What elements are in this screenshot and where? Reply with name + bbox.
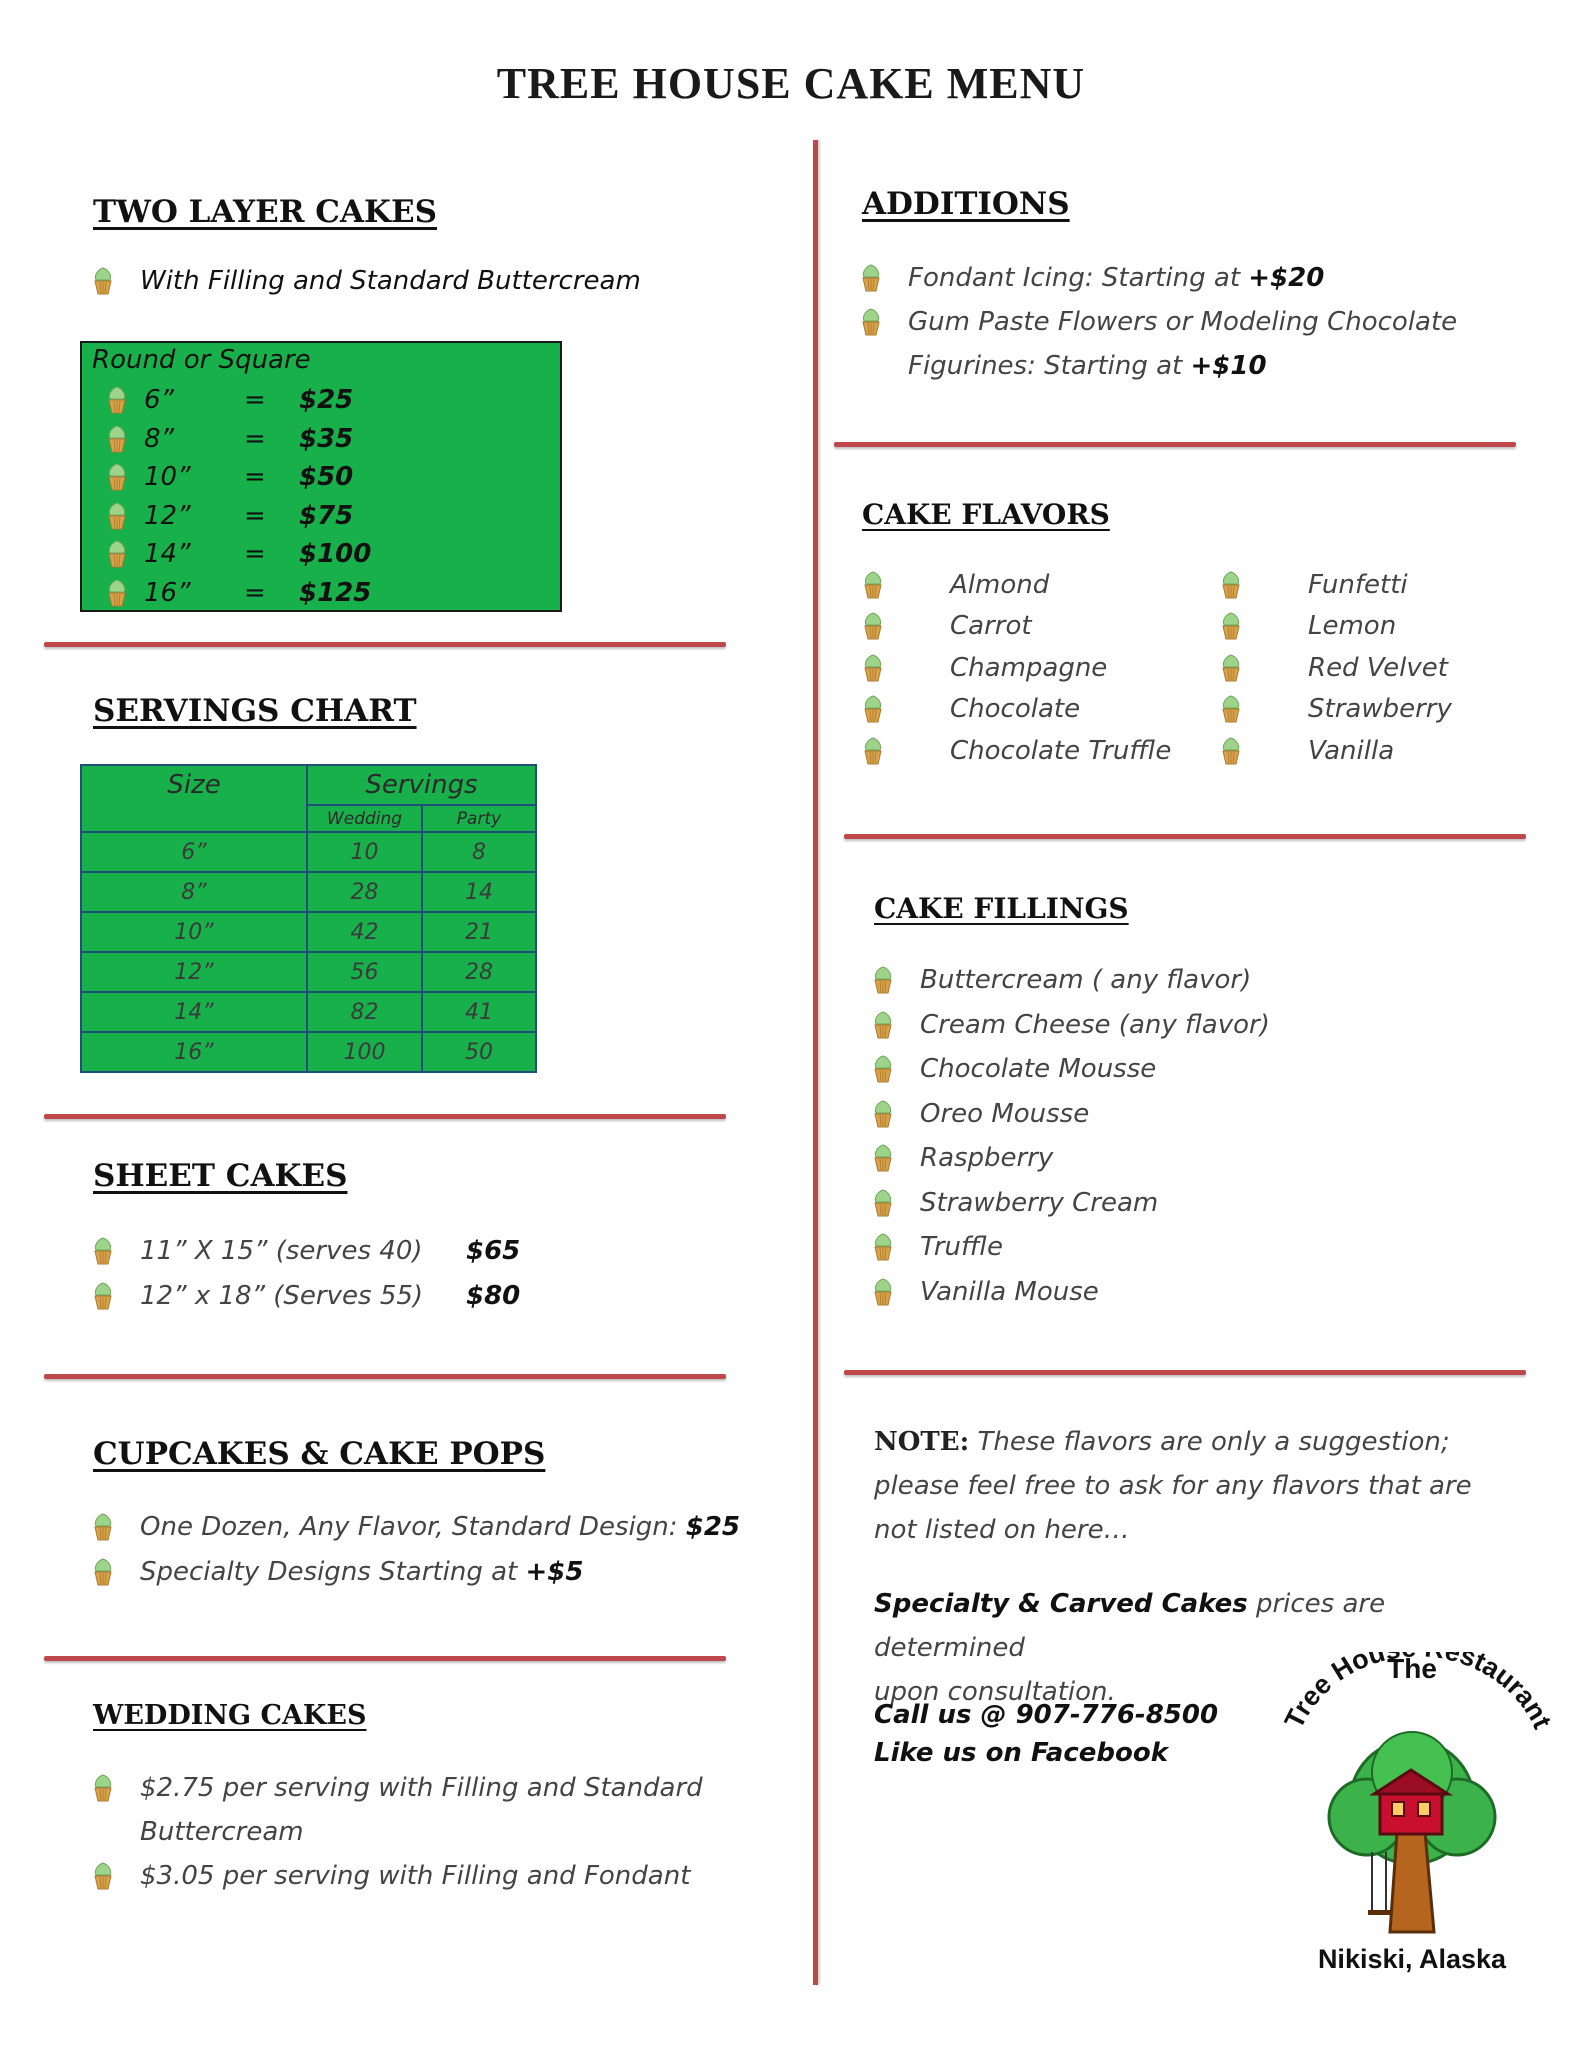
- list-item: Truffle: [872, 1225, 1270, 1270]
- list-item: Fondant Icing: Starting at +$20: [860, 256, 1457, 300]
- cupcake-icon: [106, 385, 128, 415]
- cupcake-icon: [862, 736, 884, 766]
- cupcake-icon: [106, 578, 128, 608]
- section-divider: [44, 1656, 726, 1661]
- flavors-right-list: [1220, 564, 1452, 772]
- cupcake-icon: [860, 307, 882, 337]
- additions-heading: ADDITIONS: [862, 186, 1070, 222]
- list-item: 12” x 18” (Serves 55) $80: [92, 1273, 520, 1318]
- list-item: Raspberry: [872, 1136, 1270, 1181]
- section-divider: [44, 642, 726, 647]
- fillings-list: [872, 958, 1270, 1314]
- logo-location: Nikiski, Alaska: [1317, 1944, 1507, 1974]
- phone-text: Call us @ 907-776-8500: [874, 1700, 1219, 1730]
- list-item: Specialty Designs Starting at +$5: [92, 1549, 740, 1594]
- restaurant-logo: [1262, 1652, 1562, 1982]
- list-item: One Dozen, Any Flavor, Standard Design: $25: [92, 1504, 740, 1549]
- size-price-item: 6” = $25: [106, 381, 371, 420]
- two-layer-subtitle: With Filling and Standard Buttercream: [140, 266, 641, 296]
- cupcake-icon: [862, 694, 884, 724]
- list-item: $3.05 per serving with Filling and Fondant: [92, 1854, 703, 1898]
- col-party: Party: [422, 805, 536, 832]
- wedding-heading: WEDDING CAKES: [93, 1700, 367, 1731]
- logo-the: The: [1387, 1653, 1437, 1684]
- cupcake-icon: [872, 1277, 894, 1307]
- tree-logo-icon: [1262, 1652, 1562, 1982]
- specialty-block: Specialty & Carved Cakes prices are determined upon consultation.: [874, 1589, 1386, 1707]
- price-box-label: Round or Square: [92, 345, 311, 375]
- cupcake-icon: [1220, 694, 1242, 724]
- servings-heading: SERVINGS CHART: [93, 693, 417, 729]
- size-price-item: 16” = $125: [106, 574, 371, 613]
- list-item: Vanilla Mouse: [872, 1270, 1270, 1315]
- cupcake-icon: [1220, 653, 1242, 683]
- cupcake-icon: [872, 1188, 894, 1218]
- cupcake-icon: [872, 1143, 894, 1173]
- note-label: NOTE:: [874, 1427, 970, 1457]
- logo-arc-text: Tree Hou staurant: [1278, 1652, 1558, 1734]
- cupcake-icon: [862, 653, 884, 683]
- section-divider: [844, 1370, 1526, 1375]
- cupcake-icon: [862, 570, 884, 600]
- list-item: Buttercream ( any flavor): [872, 958, 1270, 1003]
- cupcake-icon: [1220, 736, 1242, 766]
- list-item: Chocolate Truffle: [862, 730, 1171, 772]
- section-divider: [844, 834, 1526, 839]
- cupcake-icon: [106, 501, 128, 531]
- facebook-text: Like us on Facebook: [874, 1738, 1168, 1768]
- two-layer-subtitle-row: [92, 266, 641, 296]
- section-divider: [44, 1374, 726, 1379]
- list-item: Red Velvet: [1220, 647, 1452, 689]
- list-item: Chocolate: [862, 689, 1171, 731]
- price-box: [80, 341, 562, 612]
- flavors-heading: CAKE FLAVORS: [862, 498, 1110, 531]
- servings-table: [80, 764, 537, 1073]
- list-item: Champagne: [862, 647, 1171, 689]
- table-row: 10” 42 21: [81, 912, 536, 952]
- list-item: Oreo Mousse: [872, 1092, 1270, 1137]
- table-row: 16” 100 50: [81, 1032, 536, 1072]
- cupcake-icon: [1220, 611, 1242, 641]
- list-item: Cream Cheese (any flavor): [872, 1003, 1270, 1048]
- cupcake-icon: [106, 539, 128, 569]
- cupcake-icon: [872, 965, 894, 995]
- list-item: Strawberry: [1220, 689, 1452, 731]
- additions-list: Fondant Icing: Starting at +$20 Gum Paste Flowers or Modeling Chocolate Figurines: Starting at +$10: [860, 256, 1457, 388]
- page-title: TREE HOUSE CAKE MENU: [496, 59, 1086, 108]
- note-block: NOTE: These flavors are only a suggestion; please feel free to ask for any flavors that are not listed on here…: [874, 1427, 1472, 1545]
- column-divider: [813, 140, 818, 1985]
- size-price-item: 12” = $75: [106, 497, 371, 536]
- table-row: 14” 82 41: [81, 992, 536, 1032]
- table-row: 12” 56 28: [81, 952, 536, 992]
- size-price-item: 8” = $35: [106, 420, 371, 459]
- cupcake-icon: [92, 1861, 114, 1891]
- size-price-item: 14” = $100: [106, 535, 371, 574]
- cupcake-icon: [92, 1512, 114, 1542]
- table-row: 8” 28 14: [81, 872, 536, 912]
- cupcake-icon: [1220, 570, 1242, 600]
- cupcake-icon: [872, 1099, 894, 1129]
- list-item: Almond: [862, 564, 1171, 606]
- cupcakes-heading: CUPCAKES & CAKE POPS: [93, 1436, 546, 1472]
- list-item: Chocolate Mousse: [872, 1047, 1270, 1092]
- col-servings: Servings: [307, 765, 536, 805]
- sheet-list: [92, 1228, 520, 1318]
- cupcake-icon: [92, 1281, 114, 1311]
- col-size: Size: [81, 765, 307, 832]
- list-item: Carrot: [862, 606, 1171, 648]
- cupcake-icon: [92, 266, 114, 296]
- cupcakes-list: [92, 1504, 740, 1594]
- list-item: Vanilla: [1220, 730, 1452, 772]
- list-item: 11” X 15” (serves 40) $65: [92, 1228, 520, 1273]
- cupcake-icon: [872, 1010, 894, 1040]
- table-row: 6” 10 8: [81, 832, 536, 872]
- cupcake-icon: [92, 1773, 114, 1803]
- cupcake-icon: [862, 611, 884, 641]
- cupcake-icon: [106, 424, 128, 454]
- cupcake-icon: [92, 1236, 114, 1266]
- list-item: $2.75 per serving with Filling and Standard: [92, 1766, 703, 1810]
- fillings-heading: CAKE FILLINGS: [874, 892, 1129, 925]
- section-divider: [44, 1114, 726, 1119]
- list-item: Lemon: [1220, 606, 1452, 648]
- list-item: Funfetti: [1220, 564, 1452, 606]
- list-item: Gum Paste Flowers or Modeling Chocolate: [860, 300, 1457, 344]
- cupcake-icon: [92, 1557, 114, 1587]
- section-divider: [834, 442, 1516, 447]
- two-layer-heading: TWO LAYER CAKES: [93, 194, 437, 230]
- size-price-item: 10” = $50: [106, 458, 371, 497]
- cupcake-icon: [872, 1232, 894, 1262]
- cupcake-icon: [872, 1054, 894, 1084]
- cupcake-icon: [860, 263, 882, 293]
- sheet-heading: SHEET CAKES: [93, 1158, 348, 1194]
- list-item: Strawberry Cream: [872, 1181, 1270, 1226]
- flavors-left-list: [862, 564, 1171, 772]
- cupcake-icon: [106, 462, 128, 492]
- wedding-list: $2.75 per serving with Filling and Standard Buttercream $3.05 per serving with Filling and Fondant: [92, 1766, 703, 1898]
- col-wedding: Wedding: [307, 805, 422, 832]
- contact-block: [874, 1696, 1218, 1772]
